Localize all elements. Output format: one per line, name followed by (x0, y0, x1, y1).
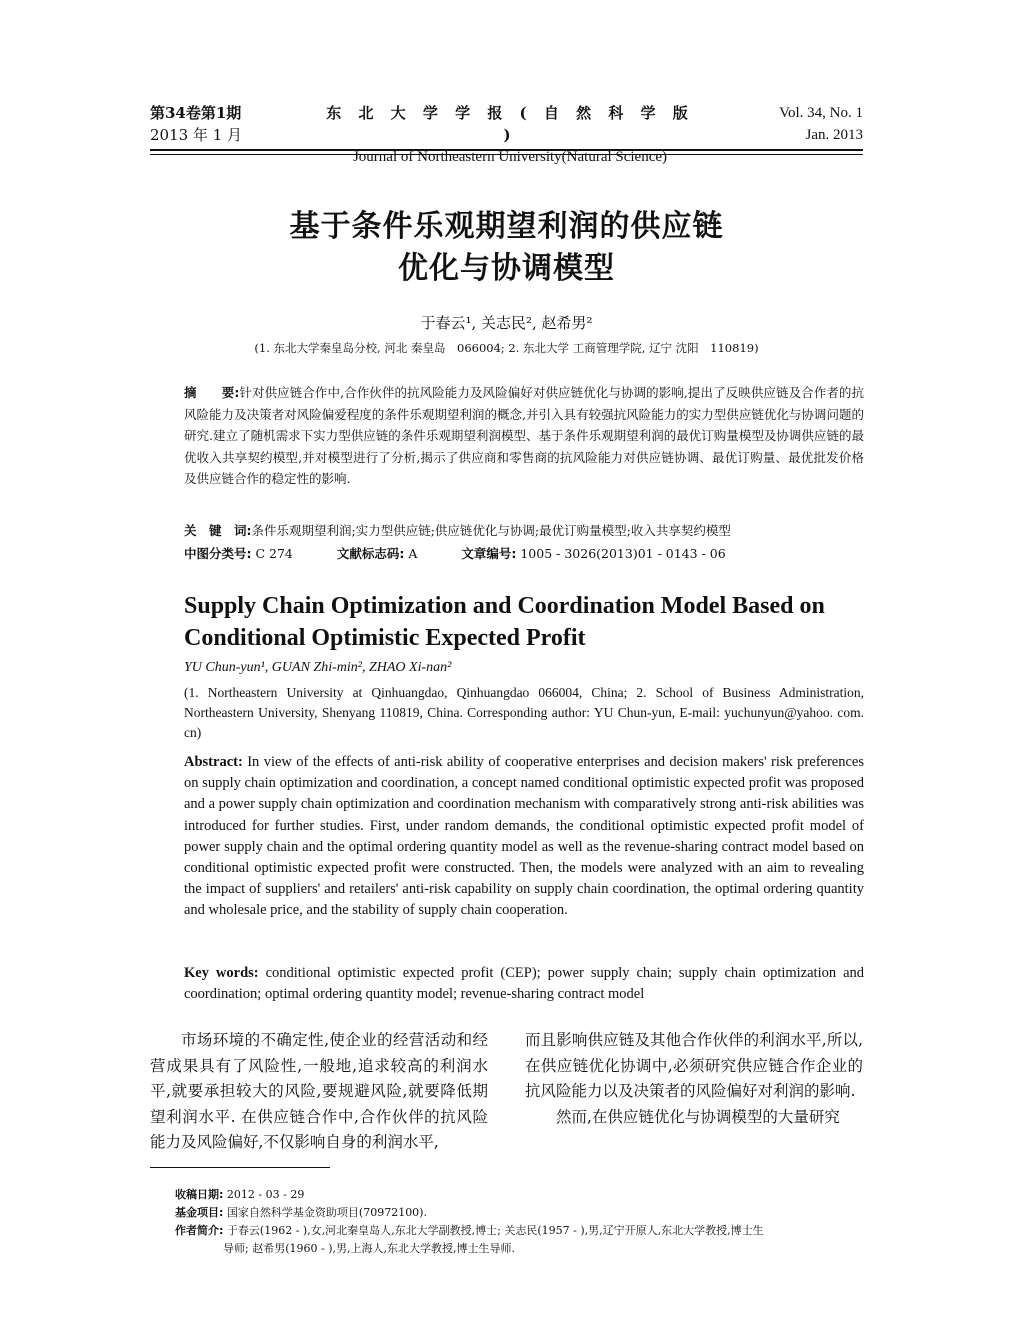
author-bio-label: 作者简介: (175, 1224, 224, 1237)
doc-code-label: 文献标志码: (336, 546, 405, 561)
footnote-author (175, 1222, 865, 1258)
author-bio-line1: 于春云(1962 - ),女,河北秦皇岛人,东北大学副教授,博士; 关志民(1957 - ),男,辽宁开原人,东北大学教授,博士生 (226, 1224, 764, 1237)
en-title (184, 590, 864, 654)
footnote-fund (175, 1204, 865, 1222)
clc-value: C 274 (255, 546, 293, 561)
header-rule-thick (150, 149, 863, 151)
issue-volume: 第34卷第1期 (150, 104, 242, 122)
body-column-right (525, 1028, 863, 1130)
cn-title-line2: 优化与协调模型 (398, 251, 615, 286)
footnote-received (175, 1186, 865, 1204)
footnote-rule (150, 1167, 330, 1168)
fund-label: 基金项目: (175, 1206, 224, 1219)
doc-code-value: A (408, 546, 418, 561)
volume-info (700, 102, 863, 146)
en-abstract-label: Abstract: (184, 754, 243, 770)
cn-keywords-label: 关 键 词: (184, 523, 252, 538)
en-keywords-label: Key words: (184, 965, 259, 981)
en-title-line1: Supply Chain Optimization and Coordination Model Based on (184, 593, 825, 619)
volume-date: Jan. 2013 (805, 127, 863, 143)
en-keywords (184, 963, 864, 1005)
article-no-value: 1005 - 3026(2013)01 - 0143 - 06 (520, 546, 726, 561)
en-affiliation: (1. Northeastern University at Qinhuangdao, Qinhuangdao 066004, China; 2. School of Business Administration, Northeastern University, Shenyang 110819, China. Corresponding author: YU Chun-yun, E-mail: yuchunyun@yahoo. com. cn) (184, 685, 864, 740)
fund-value: 国家自然科学基金资助项目(70972100). (226, 1206, 427, 1219)
body-column-left: 市场环境的不确定性,使企业的经营活动和经营成果具有了风险性,一般地,追求较高的利润水平,就要承担较大的风险,要规避风险,就要降低期望利润水平. 在供应链合作中,合作伙伴的抗风险能力及风险偏好,不仅影响自身的利润水平, (150, 1031, 488, 1151)
journal-name-en: Journal of Northeastern University(Natural Science) (352, 149, 668, 165)
en-authors: YU Chun-yun¹, GUAN Zhi-min², ZHAO Xi-nan² (184, 660, 452, 675)
cn-affiliation: (1. 东北大学秦皇岛分校, 河北 秦皇岛 066004; 2. 东北大学 工商管理学院, 辽宁 沈阳 110819) (254, 341, 759, 355)
header-rule-thin (150, 154, 863, 155)
cn-title (150, 206, 863, 290)
cn-title-line1: 基于条件乐观期望利润的供应链 (289, 209, 724, 244)
cn-abstract-text: 针对供应链合作中,合作伙伴的抗风险能力及风险偏好对供应链优化与协调的影响,提出了反映供应链及合作者的抗风险能力及决策者对风险偏爱程度的条件乐观期望利润的概念,并引入具有较强抗风险能力的实力型供应链优化与协调问题的研究.建立了随机需求下实力型供应链的条件乐观期望利润模型、基于条件乐观期望利润的最优订购量模型及协调供应链的最优收入共享契约模型,并对模型进行了分析,揭示了供应商和零售商的抗风险能力对供应链协调、最优订购量、最优批发价格及供应链合作的稳定性的影响. (184, 385, 865, 486)
volume-number: Vol. 34, No. 1 (779, 105, 863, 121)
body-right-para1: 而且影响供应链及其他合作伙伴的利润水平,所以,在供应链优化协调中,必须研究供应链合作企业的抗风险能力以及决策者的风险偏好对利润的影响. (525, 1031, 863, 1100)
en-abstract (184, 752, 864, 922)
en-abstract-text: In view of the effects of anti-risk ability of cooperative enterprises and decision makers' risk preferences on supply chain optimization and coordination, a concept named conditional optimistic expected profit was proposed and a power supply chain optimization and coordination mechanism with comparatively strong anti-risk abilities was introduced for further studies. First, under random demands, the conditional optimistic expected profit model of power supply chain and the optimal ordering quantity model as well as the revenue-sharing contract model based on conditional optimistic expected profit were constructed. Then, the models were analyzed with an aim to revealing the impact of suppliers' and retailers' anti-risk capability on supply chain coordination, the optimal ordering quantity and wholesale price, and the stability of supply chain cooperation. (184, 754, 864, 919)
cn-keywords (184, 520, 864, 542)
received-label: 收稿日期: (175, 1188, 224, 1201)
cn-classification (184, 543, 864, 565)
clc-label: 中图分类号: (184, 546, 252, 561)
cn-keywords-text: 条件乐观期望利润;实力型供应链;供应链优化与协调;最优订购量模型;收入共享契约模型 (251, 523, 731, 538)
journal-name-cn: 东 北 大 学 学 报 ( 自 然 科 学 版 ) (326, 104, 694, 144)
cn-abstract (184, 382, 864, 490)
journal-name (320, 102, 700, 168)
journal-issue (150, 102, 320, 146)
received-value: 2012 - 03 - 29 (226, 1188, 305, 1201)
issue-date: 2013 年 1 月 (150, 126, 243, 144)
article-no-label: 文章编号: (461, 546, 517, 561)
en-keywords-text: conditional optimistic expected profit (CEP); power supply chain; supply chain optimization and coordination; optimal ordering quantity model; revenue-sharing contract model (184, 965, 865, 1003)
en-title-line2: Conditional Optimistic Expected Profit (184, 625, 586, 651)
cn-abstract-label: 摘 要: (184, 385, 240, 400)
body-right-para2: 然而,在供应链优化与协调模型的大量研究 (556, 1107, 840, 1126)
author-bio-line2: 导师; 赵希男(1960 - ),男,上海人,东北大学教授,博士生导师. (223, 1242, 515, 1255)
cn-authors: 于春云¹, 关志民², 赵希男² (420, 314, 593, 332)
